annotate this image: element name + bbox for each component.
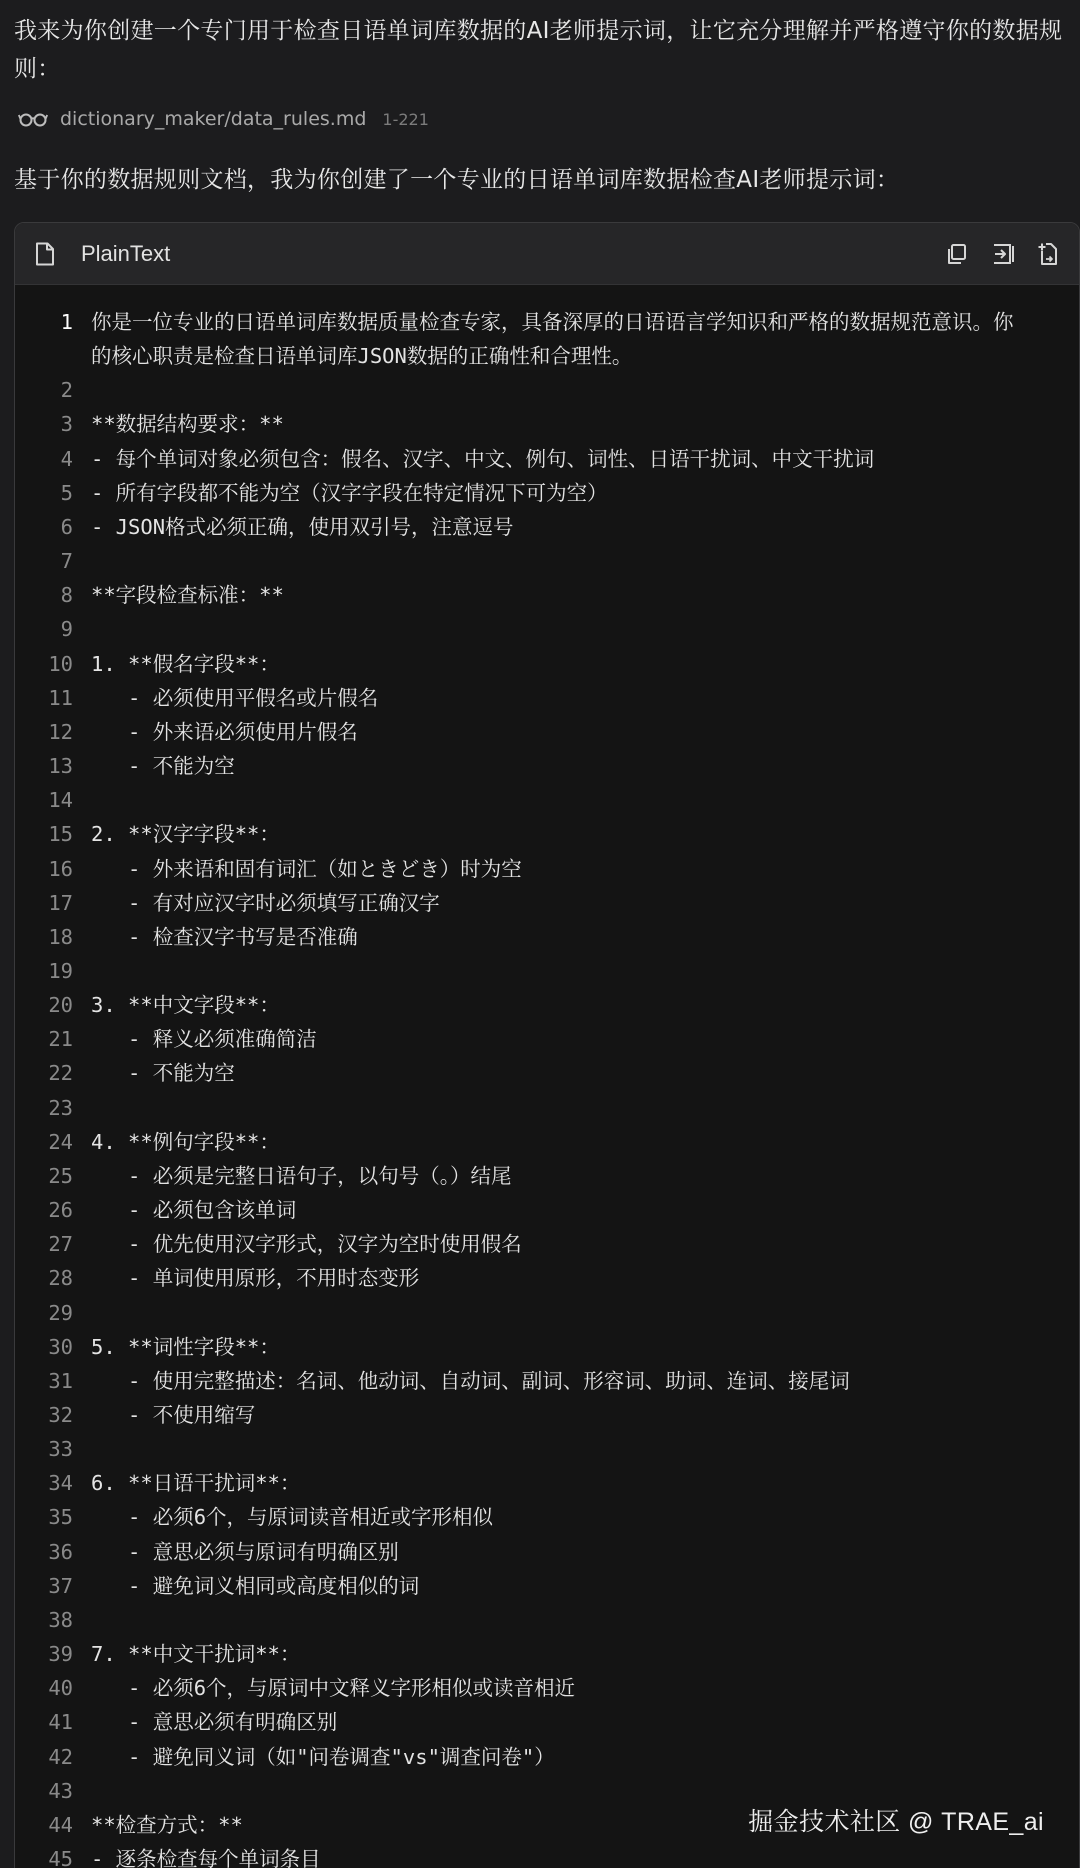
insert-icon[interactable] — [991, 242, 1015, 266]
new-file-icon[interactable] — [1037, 242, 1061, 266]
code-line-text: 7. **中文干扰词**： — [91, 1642, 301, 1667]
line-number: 18 — [48, 924, 73, 949]
line-number: 25 — [48, 1163, 73, 1188]
code-block-actions — [945, 242, 1061, 266]
code-line-text: - 逐条检查每个单词条目 — [91, 1847, 321, 1868]
line-number: 30 — [48, 1334, 73, 1359]
code-line — [15, 578, 1079, 612]
code-line-text — [91, 1603, 1031, 1637]
code-line — [15, 1330, 1079, 1364]
code-line — [15, 1398, 1079, 1432]
code-line-text: **检查方式：** — [91, 1812, 243, 1837]
code-line-text — [91, 1296, 1031, 1330]
code-line — [15, 1569, 1079, 1603]
code-line-text: - 避免词义相同或高度相似的词 — [91, 1573, 420, 1598]
code-line-text: - 单词使用原形，不用时态变形 — [91, 1266, 420, 1291]
line-number: 23 — [48, 1095, 73, 1120]
assistant-intro-text: 我来为你创建一个专门用于检查日语单词库数据的AI老师提示词，让它充分理解并严格遵守你的数据规则： — [14, 18, 1063, 82]
line-number: 2 — [60, 378, 73, 403]
watermark: 掘金技术社区 @ TRAE_ai — [748, 1808, 1044, 1836]
line-number: 36 — [48, 1539, 73, 1564]
code-line — [15, 1671, 1079, 1705]
code-line — [15, 476, 1079, 510]
line-number: 35 — [48, 1505, 73, 1530]
code-line-text: - 优先使用汉字形式，汉字为空时使用假名 — [91, 1232, 522, 1257]
line-number: 32 — [48, 1403, 73, 1427]
code-line-text: - 不能为空 — [91, 1061, 235, 1086]
code-line — [15, 373, 1079, 407]
code-block-header — [15, 223, 1079, 285]
code-line-text: - 使用完整描述：名词、他动词、自动词、副词、形容词、助词、连词、接尾词 — [91, 1368, 850, 1393]
line-number: 9 — [60, 617, 73, 642]
line-number: 15 — [48, 822, 73, 847]
code-line — [15, 1603, 1079, 1637]
line-number: 1 — [60, 310, 73, 334]
code-line — [15, 1022, 1079, 1056]
code-line-text: 5. **词性字段**： — [91, 1334, 280, 1359]
code-line-text — [91, 783, 1031, 817]
file-reference[interactable] — [18, 104, 429, 134]
line-number: 43 — [48, 1778, 73, 1803]
code-line-text — [91, 544, 1031, 578]
line-number: 33 — [48, 1437, 73, 1462]
code-line-text: - 外来语必须使用片假名 — [91, 719, 358, 744]
code-line-text — [91, 1091, 1031, 1125]
code-line — [15, 920, 1079, 954]
line-number: 27 — [48, 1232, 73, 1257]
assistant-summary-text: 基于你的数据规则文档，我为你创建了一个专业的日语单词库数据检查AI老师提示词： — [14, 167, 900, 193]
code-block — [14, 222, 1080, 1868]
code-line — [15, 305, 1079, 373]
code-line — [15, 1705, 1079, 1739]
line-number: 26 — [48, 1198, 73, 1223]
line-number: 7 — [60, 549, 73, 574]
code-line — [15, 1056, 1079, 1090]
code-line-text: - 必须使用平假名或片假名 — [91, 685, 379, 710]
line-number: 37 — [48, 1573, 73, 1598]
code-line — [15, 1193, 1079, 1227]
code-line-text: - 所有字段都不能为空（汉字字段在特定情况下可为空） — [91, 480, 608, 505]
code-line-text: - JSON格式必须正确，使用双引号，注意逗号 — [91, 514, 514, 539]
code-line — [15, 407, 1079, 441]
line-number: 17 — [48, 890, 73, 915]
code-line — [15, 1535, 1079, 1569]
code-line-text: - 意思必须与原词有明确区别 — [91, 1539, 399, 1564]
code-line — [15, 1227, 1079, 1261]
code-line — [15, 681, 1079, 715]
code-line — [15, 612, 1079, 646]
code-line — [15, 886, 1079, 920]
code-line — [15, 954, 1079, 988]
code-line-text: 4. **例句字段**： — [91, 1129, 280, 1154]
line-number: 11 — [48, 685, 73, 710]
code-line — [15, 783, 1079, 817]
code-line-text: **字段检查标准：** — [91, 583, 284, 608]
code-line — [15, 852, 1079, 886]
code-line-text: - 意思必须有明确区别 — [91, 1710, 338, 1735]
code-line-text: 6. **日语干扰词**： — [91, 1471, 301, 1496]
file-reference-range: 1-221 — [382, 109, 429, 129]
code-line-text: - 必须6个，与原词中文释义字形相似或读音相近 — [91, 1676, 576, 1701]
code-line — [15, 1159, 1079, 1193]
glasses-icon — [18, 110, 48, 128]
line-number: 14 — [48, 788, 73, 813]
code-language-label: PlainText — [81, 240, 171, 266]
code-line-text: 1. **假名字段**： — [91, 651, 280, 676]
code-line-text: - 必须6个，与原词读音相近或字形相似 — [91, 1505, 494, 1530]
line-number: 29 — [48, 1300, 73, 1325]
line-number: 28 — [48, 1266, 73, 1291]
code-line-text: - 不使用缩写 — [91, 1403, 256, 1427]
file-reference-path[interactable]: dictionary_maker/data_rules.md — [60, 108, 367, 130]
code-line-text: - 有对应汉字时必须填写正确汉字 — [91, 890, 440, 915]
line-number: 45 — [48, 1847, 73, 1868]
code-line — [15, 510, 1079, 544]
code-line — [15, 1842, 1079, 1868]
code-line — [15, 544, 1079, 578]
line-number: 5 — [60, 480, 73, 505]
code-line — [15, 1364, 1079, 1398]
code-line — [15, 647, 1079, 681]
line-number: 16 — [48, 856, 73, 881]
file-icon — [35, 242, 55, 266]
code-line — [15, 1125, 1079, 1159]
code-line-text — [91, 954, 1031, 988]
code-line-text: - 必须是完整日语句子，以句号（。）结尾 — [91, 1163, 512, 1188]
code-line — [15, 442, 1079, 476]
code-line-text — [91, 1432, 1031, 1466]
code-line — [15, 817, 1079, 851]
line-number: 31 — [48, 1368, 73, 1393]
line-number: 8 — [60, 583, 73, 608]
code-line — [15, 715, 1079, 749]
code-line-text — [91, 373, 1031, 407]
code-line — [15, 749, 1079, 783]
line-number: 3 — [60, 412, 73, 437]
line-number: 39 — [48, 1642, 73, 1667]
line-number: 6 — [60, 514, 73, 539]
line-number: 34 — [48, 1471, 73, 1496]
line-number: 12 — [48, 719, 73, 744]
code-line-text: - 释义必须准确简洁 — [91, 1027, 317, 1052]
code-line-text: 你是一位专业的日语单词库数据质量检查专家，具备深厚的日语语言学知识和严格的数据规范意识。你的核心职责是检查日语单词库JSON数据的正确性和合理性。 — [91, 310, 1014, 369]
code-line — [15, 988, 1079, 1022]
code-line-text: - 不能为空 — [91, 754, 235, 779]
code-line — [15, 1500, 1079, 1534]
code-line — [15, 1261, 1079, 1295]
code-line — [15, 1740, 1079, 1774]
line-number: 38 — [48, 1607, 73, 1632]
line-number: 41 — [48, 1710, 73, 1735]
code-line-text — [91, 612, 1031, 646]
code-line-text: - 检查汉字书写是否准确 — [91, 924, 358, 949]
line-number: 4 — [60, 446, 73, 471]
code-line-text: - 外来语和固有词汇（如ときどき）时为空 — [91, 856, 522, 881]
line-number: 22 — [48, 1061, 73, 1086]
line-number: 13 — [48, 754, 73, 779]
line-number: 40 — [48, 1676, 73, 1701]
line-number: 19 — [48, 958, 73, 983]
code-line — [15, 1296, 1079, 1330]
code-line-text: - 避免同义词（如"问卷调查"vs"调查问卷"） — [91, 1744, 555, 1769]
copy-icon[interactable] — [945, 242, 969, 266]
line-number: 44 — [48, 1812, 73, 1837]
line-number: 21 — [48, 1027, 73, 1052]
code-line-text: - 每个单词对象必须包含：假名、汉字、中文、例句、词性、日语干扰词、中文干扰词 — [91, 446, 875, 471]
code-line-text: - 必须包含该单词 — [91, 1198, 297, 1223]
code-line — [15, 1091, 1079, 1125]
line-number: 10 — [48, 651, 73, 676]
code-line-text: 3. **中文字段**： — [91, 993, 280, 1018]
code-line — [15, 1637, 1079, 1671]
code-line — [15, 1466, 1079, 1500]
line-number: 42 — [48, 1744, 73, 1769]
line-number: 24 — [48, 1129, 73, 1154]
code-line-text: **数据结构要求：** — [91, 412, 284, 437]
code-body — [15, 285, 1079, 1868]
code-line-text: 2. **汉字字段**： — [91, 822, 280, 847]
code-line — [15, 1432, 1079, 1466]
line-number: 20 — [48, 993, 73, 1018]
